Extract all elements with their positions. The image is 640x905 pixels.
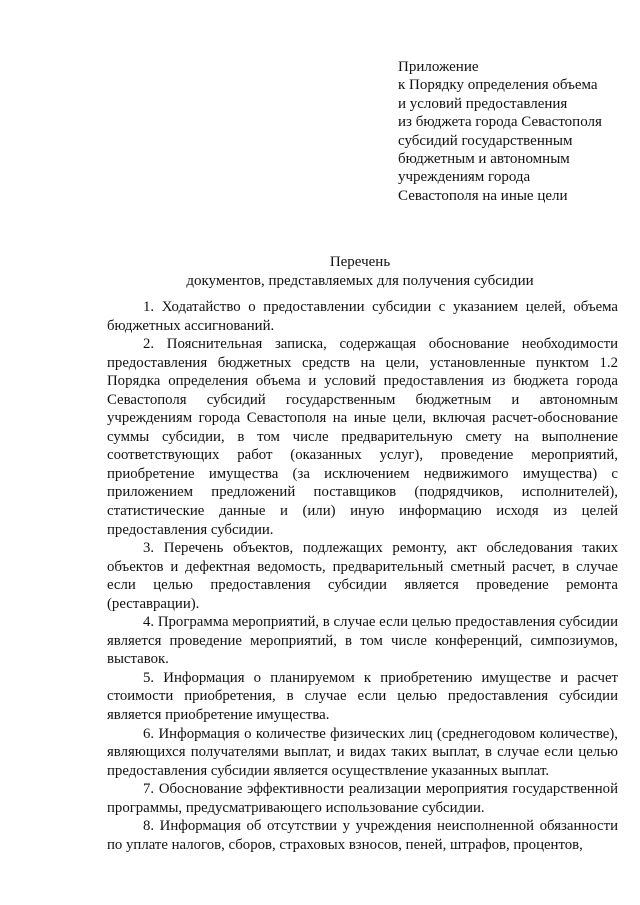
list-item: 5. Информация о планируемом к приобретению имуществе и расчет стоимости приобретения, в случае если целью предоставления субсидии является приобретение имущества.: [107, 669, 618, 724]
list-item: 3. Перечень объектов, подлежащих ремонту, акт обследования таких объектов и дефектная ведомость, предварительный сметный расчет, в случае если целью предоставления субсидии является проведение ремонта (реставрации).: [107, 540, 618, 612]
appendix-line: учреждениям города: [398, 169, 531, 186]
appendix-block: [398, 58, 628, 205]
appendix-line: Севастополя на иные цели: [398, 187, 568, 204]
appendix-line: бюджетным и автономным: [398, 151, 570, 168]
document-heading: [100, 253, 620, 291]
list-item: 7. Обоснование эффективности реализации мероприятия государственной программы, предусматривающего использование субсидии.: [107, 781, 618, 816]
appendix-line: и условий предоставления: [398, 95, 568, 112]
appendix-line: Приложение: [398, 59, 479, 75]
list-item: 6. Информация о количестве физических лиц (среднегодовом количестве), являющихся получателями выплат, и видах таких выплат, в случае если целью предоставления субсидии является осуществление указанных выплат.: [107, 725, 618, 779]
document-body: [107, 298, 618, 854]
heading-subtitle: документов, представляемых для получения субсидии: [186, 273, 534, 289]
list-item: 2. Пояснительная записка, содержащая обоснование необходимости предоставления бюджетных средств на цели, установленные пунктом 1.2 Порядка определения объема и условий предоставления из бюджета города Севастополя субсидий государственным бюджетным и автономным учреждениям города Севастополя на иные цели, включая расчет-обоснование суммы субсидии, в том числе предварительную смету на выполнение соответствующих работ (оказанных услуг), проведение мероприятий, приобретение имущества (за исключением недвижимого имущества) с приложением предложений поставщиков (подрядчиков, исполнителей), статистические данные и (или) иную информацию исходя из целей предоставления субсидии.: [107, 336, 618, 538]
appendix-line: из бюджета города Севастополя: [398, 114, 602, 131]
list-item: 1. Ходатайство о предоставлении субсидии с указанием целей, объема бюджетных ассигнований.: [107, 299, 618, 334]
list-item: 8. Информация об отсутствии у учреждения неисполненной обязанности по уплате налогов, сборов, страховых взносов, пеней, штрафов, процентов,: [107, 818, 618, 853]
appendix-line: к Порядку определения объема: [398, 77, 598, 94]
appendix-line: субсидий государственным: [398, 132, 573, 149]
list-item: 4. Программа мероприятий, в случае если целью предоставления субсидии является проведение мероприятий, в том числе конференций, симпозиумов, выставок.: [107, 614, 618, 668]
heading-title: Перечень: [329, 254, 391, 270]
